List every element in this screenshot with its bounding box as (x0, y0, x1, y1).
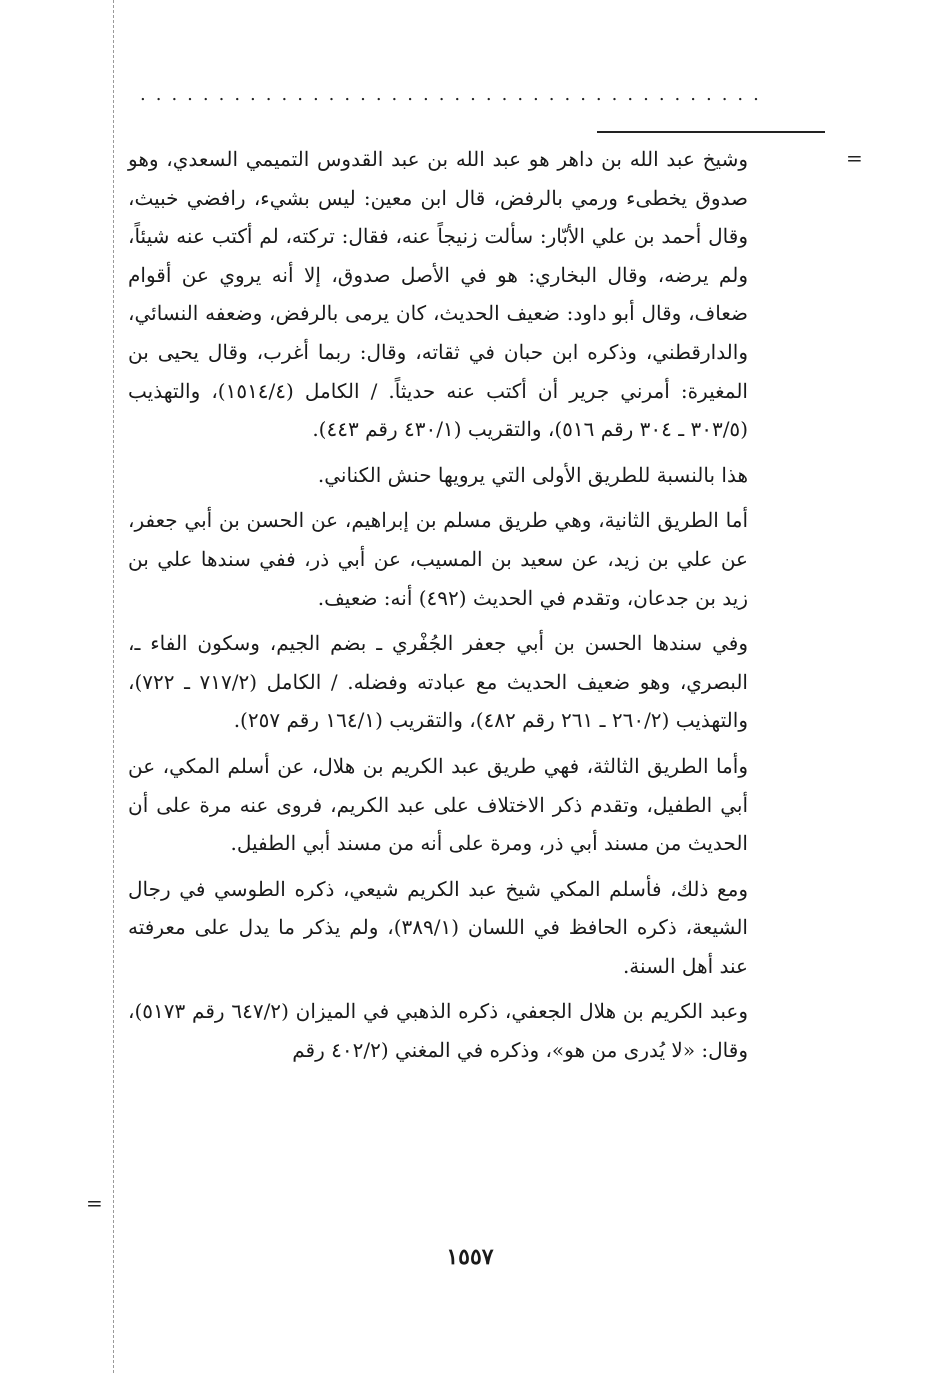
paragraph-third-path: وأما الطريق الثالثة، فهي طريق عبد الكريم بن هلال، عن أسلم المكي، عن أبي الطفيل، وتقدم ذكر الاختلاف على عبد الكريم، فروى عنه مرة على أن الحديث من مسند أبي ذر، ومرة على أنه من مسند أبي الطفيل. (128, 753, 748, 856)
footnote-text (128, 140, 748, 1070)
paragraph-hasan-jufri: وفي سندها الحسن بن أبي جعفر الجُفْري ـ بضم الجيم، وسكون الفاء ـ، البصري، وهو ضعيف الحديث مع عبادته وفضله. / الكامل (٧١٧/٢ ـ ٧٢٢)، والتهذيب (٢٦٠/٢ ـ ٢٦١ رقم ٤٨٢)، والتقريب (١٦٤/١ رقم ٢٥٧). (128, 631, 748, 733)
footnote-rule (597, 131, 825, 133)
continuation-mark-bottom: = (86, 1191, 103, 1215)
dotted-separator: ........................................ (140, 88, 769, 102)
page-number: ١٥٥٧ (446, 1244, 494, 1270)
paragraph-abdulkarim-hilal: وعبد الكريم بن هلال الجعفي، ذكره الذهبي في الميزان (٦٤٧/٢ رقم ٥١٧٣)، وقال: «لا يُدرى من هو»، وذكره في المغني (٤٠٢/٢ رقم (128, 999, 749, 1063)
paragraph-aslam-makki: ومع ذلك، فأسلم المكي شيخ عبد الكريم شيعي، ذكره الطوسي في رجال الشيعة، ذكره الحافظ في اللسان (٣٨٩/١)، ولم يذكر ما يدل على معرفته عند أهل السنة. (128, 876, 748, 978)
paragraph-narrator-abdullah: وشيخ عبد الله بن داهر هو عبد الله بن عبد القدوس التميمي السعدي، وهو صدوق يخطىء ورمي بالرفض، قال ابن معين: ليس بشيء، رافضي خبيث، وقال أحمد بن علي الأبّار: سألت زنيجاً عنه، فقال: تركته، لم أكتب عنه شيئاً، ولم يرضه، وقال البخاري: هو في الأصل صدوق، إلا أنه يروي عن أقوام ضعاف، وقال أبو داود: ضعيف الحديث، كان يرمى بالرفض، وضعفه النسائي، والدارقطني، وذكره ابن حبان في ثقاته، وقال: ربما أغرب، وقال يحيى بن المغيرة: أمرني جرير أن أكتب عنه حديثاً. / الكامل (١٥١٤/٤)، والتهذيب (٣٠٣/٥ ـ ٣٠٤ رقم ٥١٦)، والتقريب (٤٣٠/١ رقم ٤٤٣). (128, 147, 748, 442)
paragraph-first-path: هذا بالنسبة للطريق الأولى التي يرويها حنش الكناني. (317, 462, 748, 487)
paragraph-second-path: أما الطريق الثانية، وهي طريق مسلم بن إبراهيم، عن الحسن بن أبي جعفر، عن علي بن زيد، عن سعيد بن المسيب، عن أبي ذر، ففي سندها علي بن زيد بن جدعان، وتقدم في الحديث (٤٩٢) أنه: ضعيف. (128, 508, 748, 610)
continuation-mark-top: = (846, 146, 863, 170)
binding-line (113, 0, 114, 1373)
